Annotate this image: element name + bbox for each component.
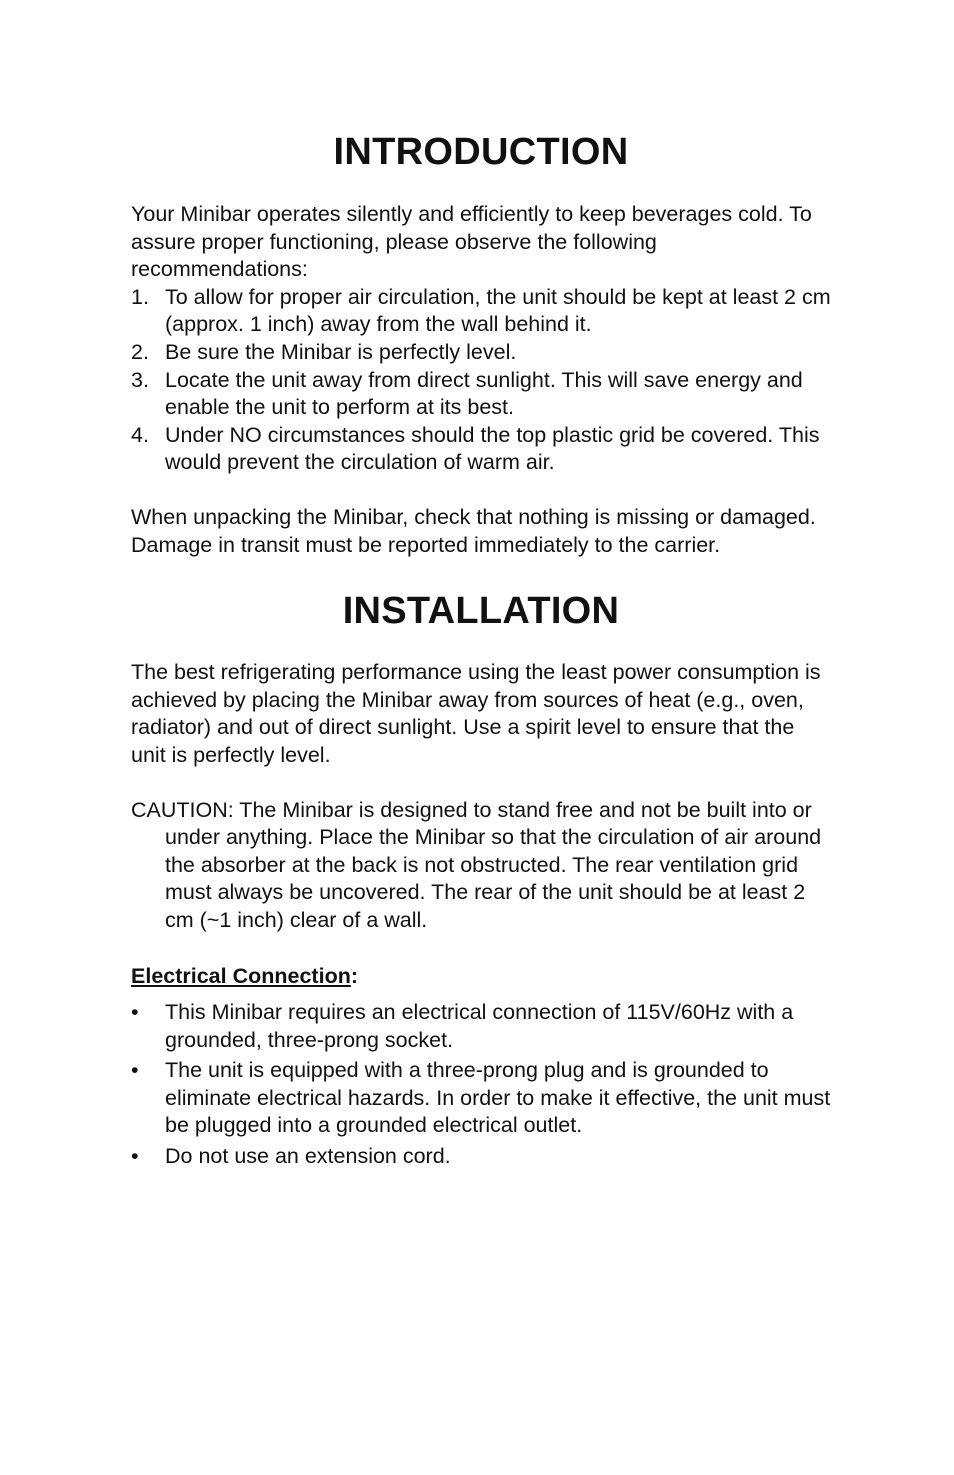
installation-paragraph: The best refrigerating performance using the least power consumption is achieved by placing the Minibar away from sources of heat (e.g., oven, radiator) and out of direct sunlight. Use a spirit level to ensure that the unit is perfectly level.: [131, 660, 821, 767]
caution-paragraph: CAUTION: The Minibar is designed to stand free and not be built into or under anything. Place the Minibar so that the circulation of air around the absorber at the back is not obstructed. The rear ventilation grid must always be uncovered. The rear of the unit should be at least 2 cm (~1 inch) clear of a wall.: [131, 797, 822, 932]
list-item-text: This Minibar requires an electrical connection of 115V/60Hz with a grounded, three-prong socket.: [165, 1000, 794, 1052]
list-item: [131, 284, 831, 339]
list-item-text: The unit is equipped with a three-prong plug and is grounded to eliminate electrical hazards. In order to make it effective, the unit must be plugged into a grounded electrical outlet.: [165, 1058, 831, 1138]
list-item-text: To allow for proper air circulation, the unit should be kept at least 2 cm (approx. 1 inch) away from the wall behind it.: [165, 284, 831, 337]
installation-heading: INSTALLATION: [342, 590, 620, 633]
list-item-text: Do not use an extension cord.: [165, 1144, 451, 1169]
document-page: [131, 128, 831, 1174]
list-item: [131, 422, 831, 477]
list-item: [131, 1143, 831, 1171]
introduction-heading: INTRODUCTION: [333, 131, 629, 173]
electrical-connection-heading: [131, 963, 831, 991]
electrical-connection-title: Electrical Connection: [131, 964, 351, 989]
unpacking-paragraph: When unpacking the Minibar, check that nothing is missing or damaged. Damage in transit must be reported immediately to the carrier.: [131, 504, 816, 557]
bullet-icon: •: [131, 1058, 139, 1083]
bullet-icon: •: [131, 1144, 139, 1169]
list-item-text: Locate the unit away from direct sunlight. This will save energy and enable the unit to perform at its best.: [165, 367, 803, 420]
bullet-icon: •: [131, 1000, 139, 1025]
electrical-list: [131, 999, 831, 1171]
list-item: [131, 999, 831, 1054]
heading-colon: :: [350, 964, 359, 989]
recommendations-list: [131, 284, 831, 477]
list-item: [131, 367, 831, 422]
list-item-number: 1.: [131, 284, 149, 309]
introduction-paragraph: Your Minibar operates silently and efficiently to keep beverages cold. To assure proper functioning, please observe the following recommendations:: [131, 202, 812, 282]
list-item-number: 4.: [131, 422, 149, 447]
list-item-number: 2.: [131, 339, 149, 364]
list-item-text: Be sure the Minibar is perfectly level.: [165, 339, 517, 364]
list-item-number: 3.: [131, 367, 149, 392]
list-item: [131, 339, 831, 367]
list-item-text: Under NO circumstances should the top plastic grid be covered. This would prevent the circulation of warm air.: [165, 422, 820, 475]
list-item: [131, 1057, 831, 1140]
